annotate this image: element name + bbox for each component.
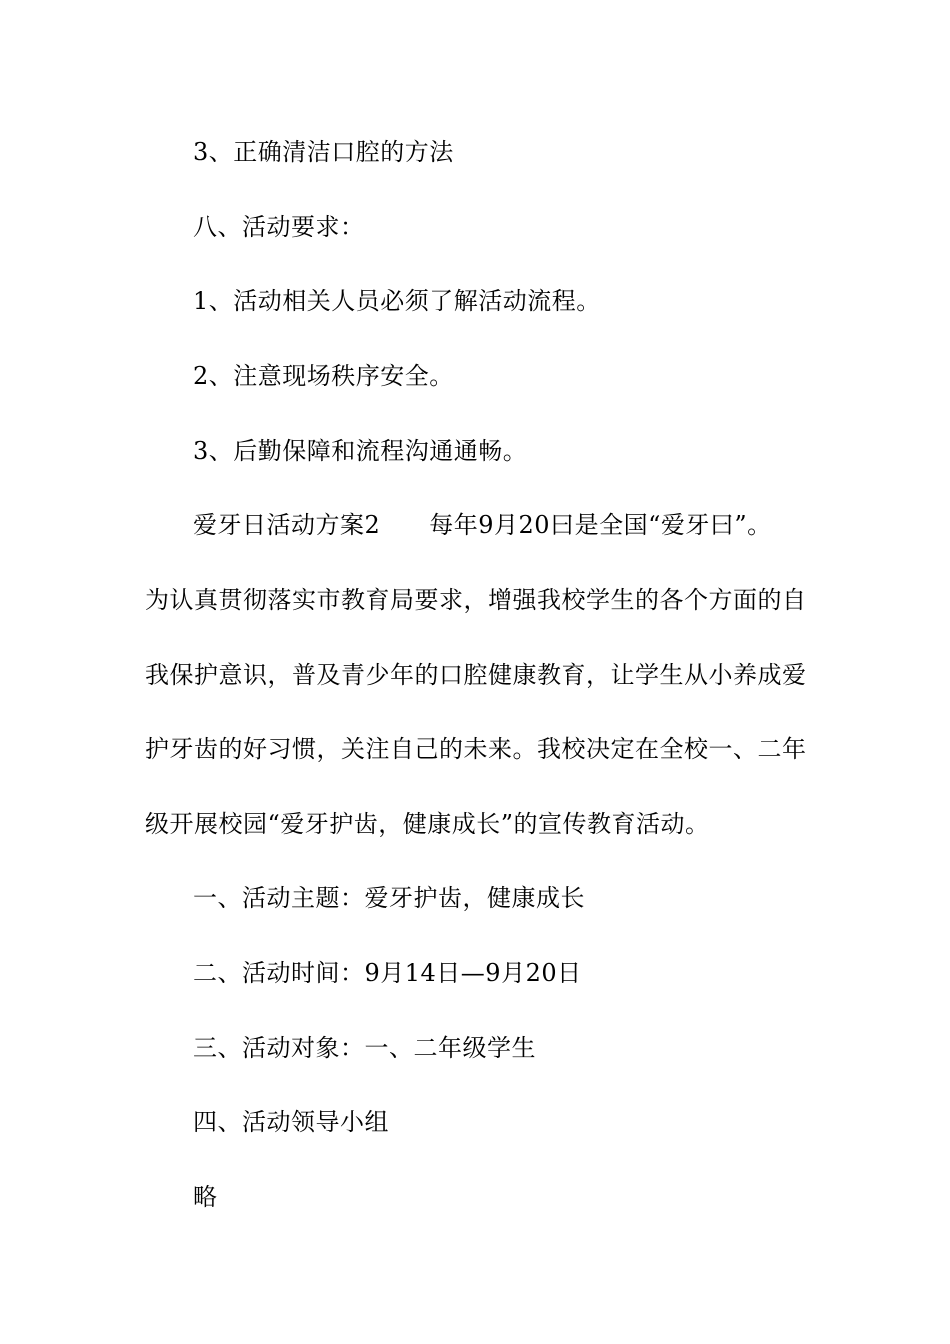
list-item-clean-method: 3、正确清洁口腔的方法 bbox=[193, 138, 454, 166]
section-audience: 三、活动对象：一、二年级学生 bbox=[193, 1034, 536, 1062]
list-item-safety: 2、注意现场秩序安全。 bbox=[193, 362, 454, 390]
section-leadership-omitted: 略 bbox=[193, 1183, 218, 1211]
list-item-logistics: 3、后勤保障和流程沟通通畅。 bbox=[193, 437, 528, 465]
paragraph-intro-line-2: 为认真贯彻落实市教育局要求，增强我校学生的各个方面的自 bbox=[145, 586, 807, 614]
paragraph-intro-line-1: 爱牙日活动方案2 每年9月20曰是全国“爱牙曰”。 bbox=[193, 511, 772, 539]
section-leadership: 四、活动领导小组 bbox=[193, 1108, 389, 1136]
section-time: 二、活动时间：9月14日—9月20日 bbox=[193, 959, 582, 987]
paragraph-intro-line-3: 我保护意识，普及青少年的口腔健康教育，让学生从小养成爱 bbox=[145, 661, 807, 689]
section-heading-requirements: 八、活动要求： bbox=[193, 213, 365, 241]
paragraph-intro-line-4: 护牙齿的好习惯，关注自己的未来。我校决定在全校一、二年 bbox=[145, 735, 807, 763]
section-theme: 一、活动主题：爱牙护齿，健康成长 bbox=[193, 884, 585, 912]
paragraph-intro-line-5: 级开展校园“爱牙护齿，健康成长”的宣传教育活动。 bbox=[145, 810, 710, 838]
list-item-staff-process: 1、活动相关人员必须了解活动流程。 bbox=[193, 287, 601, 315]
